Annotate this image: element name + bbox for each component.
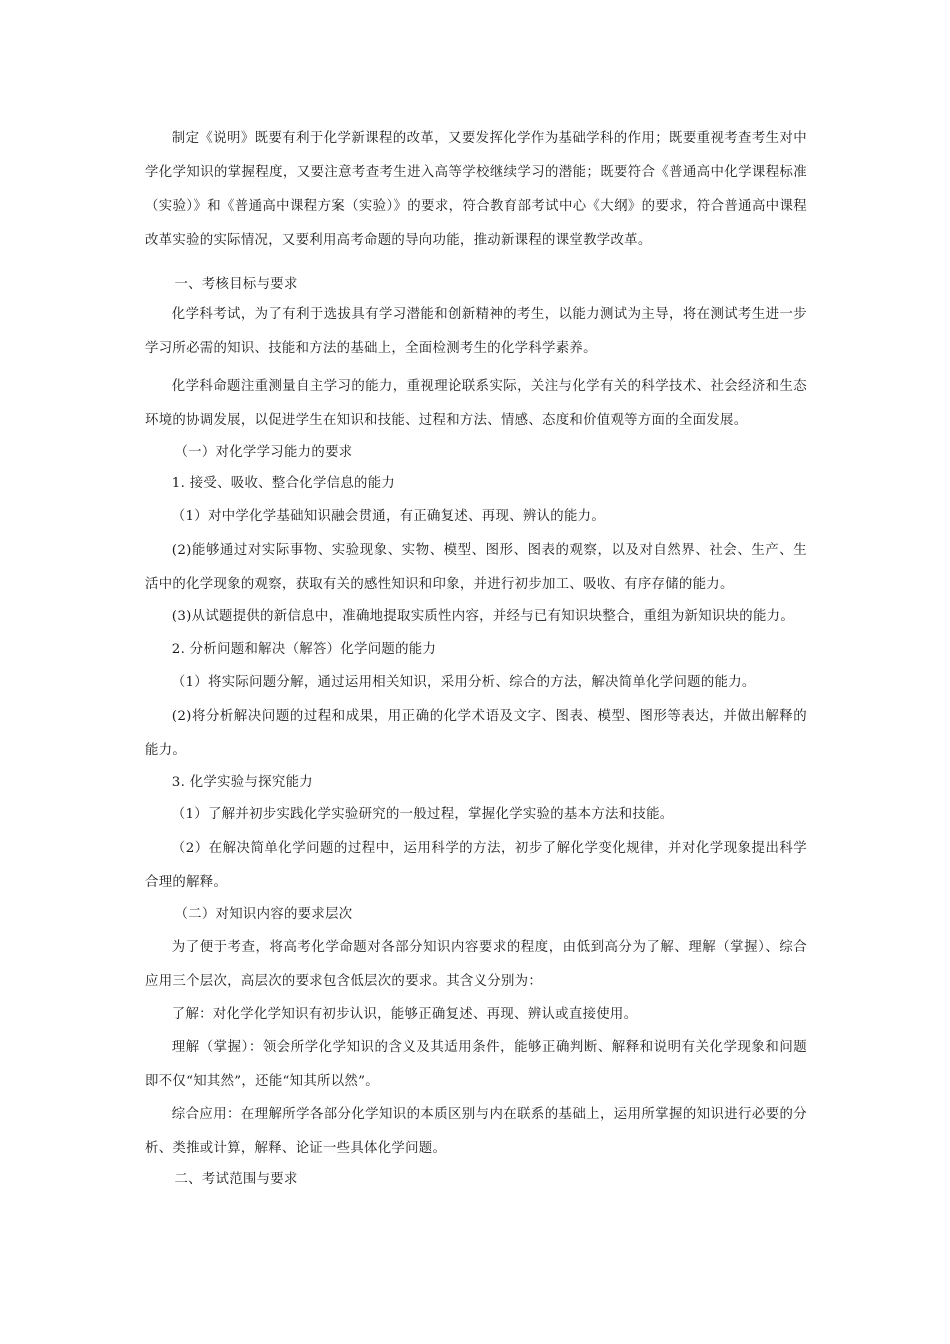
ability-item-1-2: (2)能够通过对实际事物、实验现象、实物、模型、图形、图表的观察，以及对自然界、社会、生产、生活中的化学现象的观察，获取有关的感性知识和印象，并进行初步加工、吸收、有序存储的能力。 [145,543,807,592]
subsection-heading-2: （二）对知识内容的要求层次 [174,907,353,922]
ability-item-1-1: （1）对中学化学基础知识融会贯通，有正确复述、再现、辨认的能力。 [171,509,606,524]
section-heading-2: 二、考试范围与要求 [174,1172,298,1187]
level-comprehensive-application: 综合应用：在理解所学各部分化学知识的本质区别与内在联系的基础上，运用所掌握的知识进行必要的分析、类推或计算，解释、论证一些具体化学问题。 [145,1107,807,1156]
paragraph-exam-purpose: 化学科考试，为了有利于选拔具有学习潜能和创新精神的考生，以能力测试为主导，将在测试考生进一步学习所必需的知识、技能和方法的基础上，全面检测考生的化学科学素养。 [145,307,807,356]
ability-item-2: 2. 分析问题和解决（解答）化学问题的能力 [171,642,437,657]
level-understand-master: 理解（掌握）：领会所学化学知识的含义及其适用条件，能够正确判断、解释和说明有关化学现象和问题即不仅“知其然”，还能“知其所以然”。 [145,1040,807,1089]
ability-item-3-1: （1）了解并初步实践化学实验研究的一般过程，掌握化学实验的基本方法和技能。 [171,807,674,822]
ability-item-2-1: （1）将实际问题分解，通过运用相关知识，采用分析、综合的方法，解决简单化学问题的能力。 [171,675,756,690]
ability-item-3: 3. 化学实验与探究能力 [171,775,313,790]
paragraph-exam-focus: 化学科命题注重测量自主学习的能力，重视理论联系实际，关注与化学有关的科学技术、社会经济和生态环境的协调发展，以促进学生在知识和技能、过程和方法、情感、态度和价值观等方面的全面发展。 [145,379,807,428]
ability-item-2-2: (2)将分析解决问题的过程和成果，用正确的化学术语及文字、图表、模型、图形等表达，并做出解释的能力。 [145,709,807,758]
ability-item-1-3: (3)从试题提供的新信息中，准确地提取实质性内容，并经与已有知识块整合，重组为新知识块的能力。 [171,609,795,624]
paragraph-requirement-levels: 为了便于考查，将高考化学命题对各部分知识内容要求的程度，由低到高分为了解、理解（掌握）、综合应用三个层次，高层次的要求包含低层次的要求。其含义分别为： [145,940,807,989]
intro-paragraph: 制定《说明》既要有利于化学新课程的改革，又要发挥化学作为基础学科的作用；既要重视考查考生对中学化学知识的掌握程度，又要注意考查考生进入高等学校继续学习的潜能；既要符合《普通高中化学课程标准（实验）》和《普通高中课程方案（实验）》的要求，符合教育部考试中心《大纲》的要求，符合普通高中课程改革实验的实际情况，又要利用高考命题的导向功能，推动新课程的课堂教学改革。 [145,131,807,248]
ability-item-1: 1. 接受、吸收、整合化学信息的能力 [171,476,396,491]
section-heading-1: 一、考核目标与要求 [174,277,298,292]
subsection-heading-1: （一）对化学学习能力的要求 [174,445,353,460]
level-understand-basic: 了解：对化学化学知识有初步认识，能够正确复述、再现、辨认或直接使用。 [171,1007,638,1022]
ability-item-3-2: （2）在解决简单化学问题的过程中，运用科学的方法，初步了解化学变化规律，并对化学现象提出科学合理的解释。 [145,841,807,890]
